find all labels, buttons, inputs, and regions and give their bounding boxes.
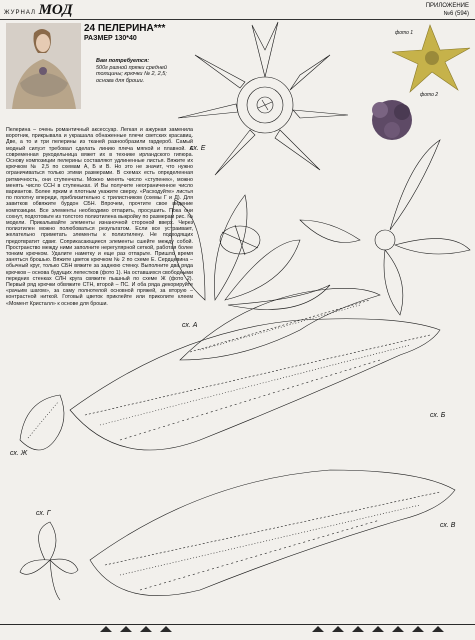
label-photo1: фото 1 — [395, 30, 414, 36]
magazine-logo: ЖУРНАЛ МОД — [4, 2, 73, 18]
label-diagram-zh: сх. Ж — [10, 450, 28, 457]
materials-text: 500г разной пряжи средней толщины; крючки № 2, 2,5; основа для броши. — [96, 64, 167, 84]
pattern-description: Пелерина – очень романтичный аксессуар. Легкая и ажурная заменила воротник, прикрывала и украшала обнаженные плечи светских красавиц. Две, а то и три пелерины из тканей разнообразили гардероб. Самый модный силуэт требовал сделать линию плеча мягкой и плавной. А современная рукодельница вяжет их в технике ирландского гипюра. Основу композиции пелерины составляют удлиненные листья. Вяжите их крючком № 2,5 по схемам А, Б и В. Но это не значит, что нужно ограничиваться только этими размерами. В схемах есть определенная ритмичность, они ступенчаты. Можно менять число «ступенек», можно менять число ССН в ступеньках. И Вы получите неограниченное число вариантов. Более ярким и плотным укажите сверху. «Расходуйте» листья по полотну впереди, приблизительно с трилистником (схемы Г и Д). Для завитков обвяжите бурдон СБН. Впрочем, прочтите свое видение композиции. Все элементы необходимо отпарить, просушить. Пока они сохнут, подготовьте из толстого полиэтилена выкройку по размерам рис. № модели. Прикалывайте элементы изнаночной стороной вверх. Через полиэтилен можно полюбоваться результатом. Если все устраивает, желательно приметать элементы к полиэтилену. Не подходящих предотвратит сдвиг. Соприкасающиеся элементы сшейте между собой. Пространство между ними заполните нерегулярной сеткой, работая более тонким крючком. Удалите наметку и еще раз отпарьте. Пришло время заняться брошью. Вяжите цветок крючком № 2 по схеме Е. Сердцевина – обычный круг, только СБН вяжите за заднюю стенку. Выполните два ряда крючков – основа будущих лепестков (фото 1). На оставшихся свободными передних стенках СЛН круга свяжите пышный по схеме Ж (фото 2). Первый ряд крючки обвяжите СТН, второй – ПС. И оба ряда декорируйте «рачьим шагом», за саму полнотелой основной пряжей, за вторую – контрастной ниткой. Готовый цветок приклейте или приколите клеем «Момент Кристалл» к основе для броши. — [6, 127, 193, 307]
pattern-title: 24 ПЕЛЕРИНА*** — [84, 23, 166, 34]
issue-number: №6 (594) — [443, 11, 469, 17]
label-diagram-v: сх. В — [440, 522, 456, 529]
label-diagram-e: сх. Е — [190, 145, 206, 152]
photo2-flower — [372, 100, 412, 140]
diagram-b-leaf — [70, 319, 440, 450]
label-diagram-b: сх. Б — [430, 412, 446, 419]
label-diagram-a: сх. А — [182, 322, 198, 329]
diagram-g-trefoil — [20, 522, 78, 600]
supplement-label: ПРИЛОЖЕНИЕ — [425, 3, 469, 9]
pattern-size: РАЗМЕР 130*40 — [84, 35, 137, 42]
label-photo2: фото 2 — [420, 92, 439, 98]
diagram-trefoil — [300, 140, 470, 315]
diagram-e-flower — [178, 22, 348, 175]
label-diagram-g: сх. Г — [36, 510, 51, 517]
materials-heading: Вам потребуется: — [96, 58, 150, 64]
diagram-v-leaf — [90, 470, 455, 596]
diagram-zh-small — [20, 395, 64, 450]
footer-ornaments — [0, 624, 475, 632]
